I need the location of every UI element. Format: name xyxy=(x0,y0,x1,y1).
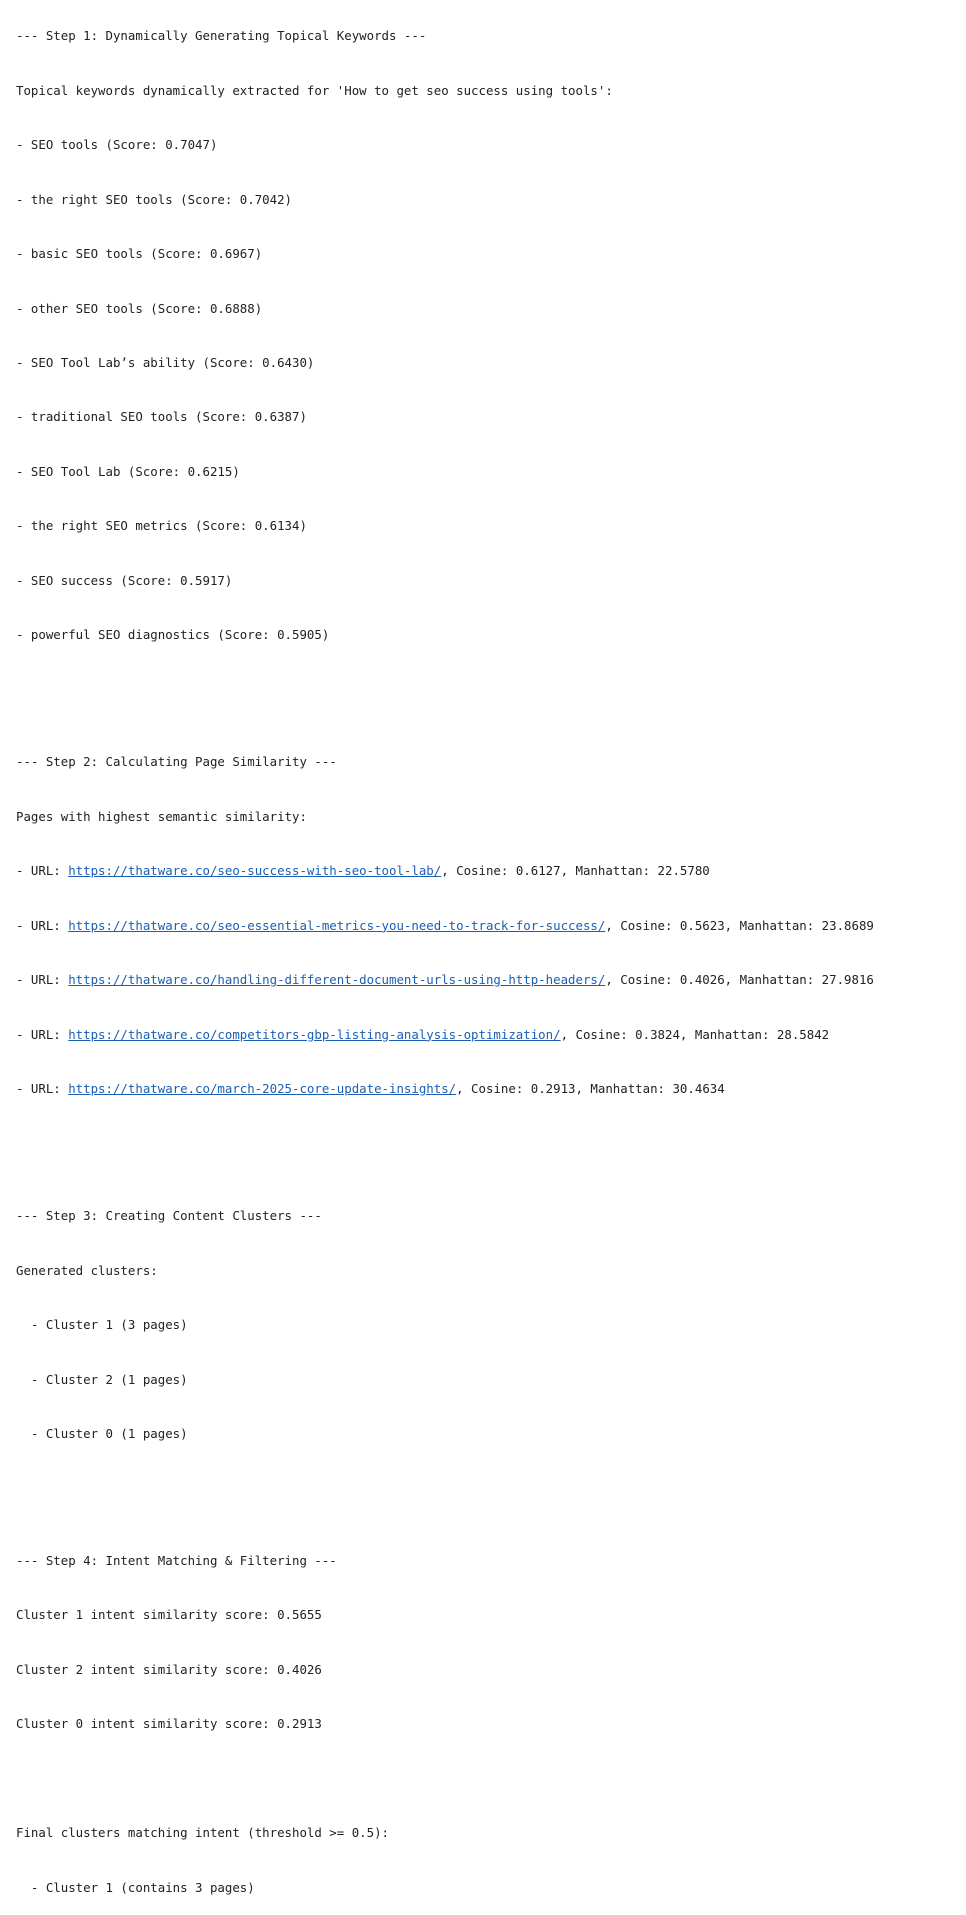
keyword-line: - powerful SEO diagnostics (Score: 0.5905) xyxy=(16,627,330,643)
url-result-row xyxy=(16,1080,874,1098)
console-output xyxy=(16,0,874,1915)
blank-line xyxy=(16,681,874,699)
cluster-line: - Cluster 0 (1 pages) xyxy=(16,1425,188,1441)
url-result-row xyxy=(16,862,874,880)
result-metrics: , Cosine: 0.5623, Manhattan: 23.8689 xyxy=(605,917,874,933)
result-metrics: , Cosine: 0.3824, Manhattan: 28.5842 xyxy=(560,1026,830,1042)
step2-header: --- Step 2: Calculating Page Similarity --- xyxy=(16,754,337,770)
keyword-line: - SEO success (Score: 0.5917) xyxy=(16,572,233,588)
url-prefix: - URL: xyxy=(16,863,69,879)
result-metrics: , Cosine: 0.6127, Manhattan: 22.5780 xyxy=(441,863,710,879)
intent-score-line: Cluster 0 intent similarity score: 0.2913 xyxy=(16,1716,322,1732)
keyword-line: - traditional SEO tools (Score: 0.6387) xyxy=(16,409,307,425)
final-cluster-line: - Cluster 1 (contains 3 pages) xyxy=(16,1879,255,1895)
step2-intro: Pages with highest semantic similarity: xyxy=(16,808,307,824)
keyword-line: - SEO Tool Lab’s ability (Score: 0.6430) xyxy=(16,355,315,371)
url-prefix: - URL: xyxy=(16,917,69,933)
result-url-link[interactable]: https://thatware.co/handling-different-document-urls-using-http-headers/ xyxy=(68,972,606,988)
keyword-line: - the right SEO tools (Score: 0.7042) xyxy=(16,191,293,207)
url-result-row xyxy=(16,1026,874,1044)
result-url-link[interactable]: https://thatware.co/seo-essential-metrics-you-need-to-track-for-success/ xyxy=(68,917,606,933)
blank-line xyxy=(16,1135,874,1153)
keyword-line: - the right SEO metrics (Score: 0.6134) xyxy=(16,518,307,534)
keyword-line: - basic SEO tools (Score: 0.6967) xyxy=(16,246,263,262)
keyword-line: - SEO tools (Score: 0.7047) xyxy=(16,137,218,153)
intent-score-line: Cluster 1 intent similarity score: 0.5655 xyxy=(16,1607,322,1623)
result-url-link[interactable]: https://thatware.co/competitors-gbp-listing-analysis-optimization/ xyxy=(68,1026,561,1042)
blank-line xyxy=(16,1479,874,1497)
result-metrics: , Cosine: 0.2913, Manhattan: 30.4634 xyxy=(456,1081,725,1097)
result-metrics: , Cosine: 0.4026, Manhattan: 27.9816 xyxy=(605,972,874,988)
step3-header: --- Step 3: Creating Content Clusters --- xyxy=(16,1208,322,1224)
step1-header: --- Step 1: Dynamically Generating Topical Keywords --- xyxy=(16,28,427,44)
url-prefix: - URL: xyxy=(16,972,69,988)
blank-line xyxy=(16,1770,874,1788)
url-result-row xyxy=(16,917,874,935)
url-prefix: - URL: xyxy=(16,1081,69,1097)
intent-score-line: Cluster 2 intent similarity score: 0.4026 xyxy=(16,1661,322,1677)
cluster-line: - Cluster 2 (1 pages) xyxy=(16,1371,188,1387)
step1-intro: Topical keywords dynamically extracted for 'How to get seo success using tools': xyxy=(16,82,613,98)
url-prefix: - URL: xyxy=(16,1026,69,1042)
step3-intro: Generated clusters: xyxy=(16,1262,158,1278)
result-url-link[interactable]: https://thatware.co/seo-success-with-seo-tool-lab/ xyxy=(68,863,442,879)
keyword-line: - SEO Tool Lab (Score: 0.6215) xyxy=(16,463,240,479)
cluster-line: - Cluster 1 (3 pages) xyxy=(16,1317,188,1333)
result-url-link[interactable]: https://thatware.co/march-2025-core-update-insights/ xyxy=(68,1081,457,1097)
final-clusters-intro: Final clusters matching intent (threshold >= 0.5): xyxy=(16,1825,389,1841)
step4-header: --- Step 4: Intent Matching & Filtering --- xyxy=(16,1553,337,1569)
url-result-row xyxy=(16,971,874,989)
keyword-line: - other SEO tools (Score: 0.6888) xyxy=(16,300,263,316)
